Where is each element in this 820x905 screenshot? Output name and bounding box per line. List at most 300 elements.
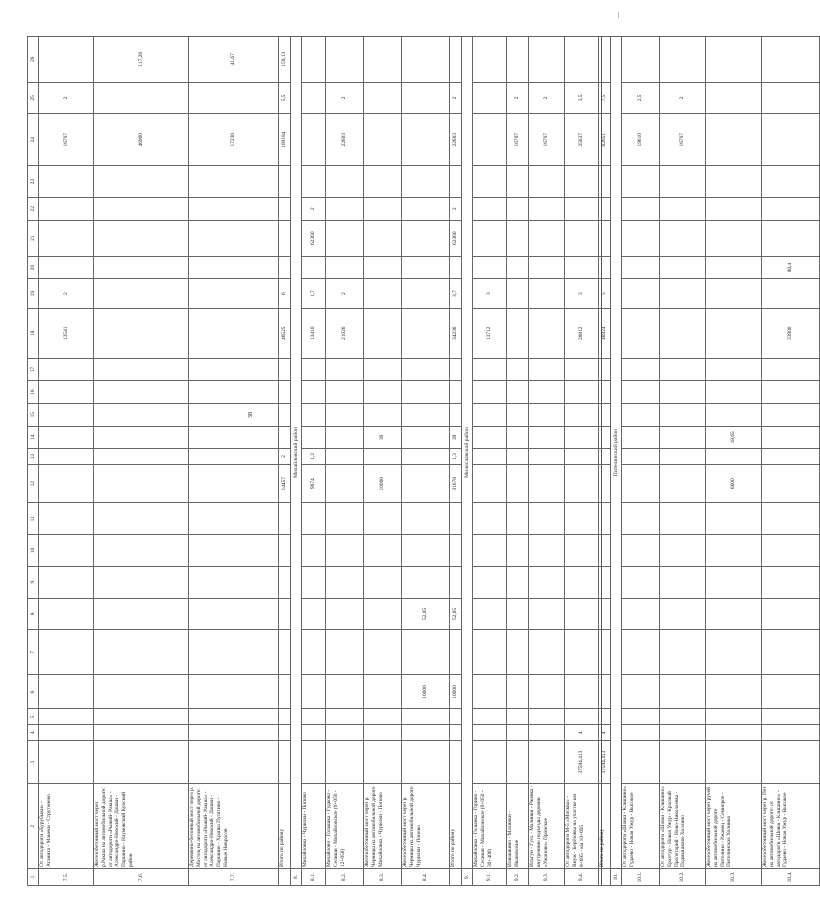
table-cell [402, 308, 450, 358]
table-cell [473, 630, 507, 675]
table-cell [599, 426, 611, 449]
column-number: 12 [28, 464, 39, 502]
table-cell: 2 [450, 197, 462, 220]
table-cell [660, 426, 706, 449]
table-cell [565, 166, 599, 198]
table-cell [364, 381, 402, 404]
table-cell [473, 503, 507, 535]
table-cell [326, 464, 364, 502]
table-cell: 16707 [529, 114, 565, 166]
object-name-cell: Железобетонный мост через ручей на автомобильной дороге Пителино - Ржавец - Семиорое - Пителинская Холнина [706, 784, 762, 869]
table-cell [450, 535, 462, 567]
table-row [706, 37, 762, 886]
table-cell: 10.2. [660, 869, 706, 886]
table-row [565, 37, 599, 886]
table-cell [189, 630, 279, 675]
table-cell [565, 197, 599, 220]
table-cell [622, 381, 660, 404]
section-number: 9. [462, 869, 473, 886]
table-cell [529, 256, 565, 279]
table-cell [622, 535, 660, 567]
table-cell [660, 630, 706, 675]
table-cell [326, 503, 364, 535]
table-cell [622, 449, 660, 465]
table-cell [279, 725, 291, 741]
table-cell [39, 675, 94, 709]
table-cell [706, 82, 762, 114]
table-cell [599, 598, 611, 630]
table-cell [189, 279, 279, 308]
table-cell [706, 566, 762, 598]
table-cell [279, 598, 291, 630]
table-cell [279, 166, 291, 198]
table-cell [364, 741, 402, 784]
table-cell: 2,5 [622, 82, 660, 114]
table-cell: 14457 [279, 464, 291, 502]
table-cell: 3,7 [450, 279, 462, 308]
table-cell [364, 598, 402, 630]
table-row [762, 37, 820, 886]
table-cell [565, 403, 599, 426]
table-cell [473, 566, 507, 598]
table-cell [326, 566, 364, 598]
table-cell [326, 725, 364, 741]
table-cell: 10000 [402, 675, 450, 709]
table-cell: 16707 [660, 114, 706, 166]
table-cell [189, 741, 279, 784]
table-cell [279, 566, 291, 598]
table-cell [402, 114, 450, 166]
table-cell [302, 630, 326, 675]
table-cell [706, 741, 762, 784]
table-cell [473, 403, 507, 426]
column-number: 13 [28, 449, 39, 465]
object-name-cell: Михайлово - Голышка - Гудково - Селиши - Михайловское (0+050 - 12+050) [326, 784, 364, 869]
table-cell [706, 449, 762, 465]
table-cell [326, 381, 364, 404]
table-cell [507, 630, 529, 675]
table-cell [450, 358, 462, 381]
table-cell [706, 308, 762, 358]
table-cell [39, 197, 94, 220]
column-number: 15 [28, 403, 39, 426]
table-cell [660, 381, 706, 404]
table-cell [94, 197, 189, 220]
table-cell [565, 381, 599, 404]
table-cell: 8.3. [364, 869, 402, 886]
table-cell [302, 503, 326, 535]
object-name-cell: От автодороги «Шовш - Клишино» Ерахтур - Новая Ужур - Красный Пролетарий - Ново-Николаевка - Подмышково Холлино [660, 784, 706, 869]
table-cell [364, 725, 402, 741]
table-cell: 37594,413 [599, 741, 611, 784]
table-cell: 4 [565, 725, 599, 741]
table-cell [622, 709, 660, 725]
table-cell [622, 675, 660, 709]
table-cell [94, 503, 189, 535]
table-cell: 13712 [473, 308, 507, 358]
table-cell [622, 725, 660, 741]
table-cell [565, 503, 599, 535]
road-repair-table [27, 36, 820, 886]
table-cell [507, 449, 529, 465]
table-cell: 117,26 [94, 37, 189, 83]
table-cell [507, 503, 529, 535]
table-cell [599, 869, 611, 886]
table-cell [473, 741, 507, 784]
column-number: 14 [28, 426, 39, 449]
table-cell [279, 535, 291, 567]
table-cell: 7.6. [94, 869, 189, 886]
table-cell [402, 566, 450, 598]
table-cell [507, 709, 529, 725]
table-cell: 16707 [39, 114, 94, 166]
table-cell [364, 503, 402, 535]
page-number: 38 [248, 412, 254, 418]
table-cell [599, 220, 611, 256]
table-cell [450, 725, 462, 741]
object-name-cell: Железобетонный мост через р. Черницы на автомобильной дороге Чурилки - Попово [402, 784, 450, 869]
table-cell [302, 725, 326, 741]
column-number: 25 [28, 82, 39, 114]
table-cell [402, 449, 450, 465]
table-cell [279, 381, 291, 404]
column-number: 7 [28, 630, 39, 675]
table-cell: 52,85 [450, 598, 462, 630]
table-cell [39, 566, 94, 598]
table-cell [94, 709, 189, 725]
table-cell [39, 535, 94, 567]
table-cell [189, 256, 279, 279]
table-cell: 39 [450, 426, 462, 449]
table-cell [529, 279, 565, 308]
table-cell [507, 220, 529, 256]
table-cell [599, 566, 611, 598]
column-number: 3 [28, 741, 39, 784]
table-cell: 6 [279, 279, 291, 308]
table-cell [189, 166, 279, 198]
table-row [39, 37, 94, 886]
table-cell [507, 535, 529, 567]
table-cell [39, 358, 94, 381]
table-cell [402, 220, 450, 256]
table-cell [507, 197, 529, 220]
column-number: 1 [28, 869, 39, 886]
table-cell: 10.4. [762, 869, 820, 886]
table-cell [402, 279, 450, 308]
table-cell [529, 630, 565, 675]
total-row [599, 37, 611, 886]
table-cell [326, 449, 364, 465]
table-cell [529, 675, 565, 709]
table-row [364, 37, 402, 886]
table-cell [762, 598, 820, 630]
table-cell: 25637 [565, 114, 599, 166]
object-name-cell: Деревянно-бетонный мост через р. Мостец на автомобильной дороге: от автодороги «Рыжий- Ракша» - Александро-Невский - Дашки - Паршино - Храпка Путятино - Новые Никрасов [189, 784, 279, 869]
table-cell [473, 358, 507, 381]
table-cell [450, 256, 462, 279]
table-cell [762, 381, 820, 404]
table-cell: 34236 [450, 308, 462, 358]
table-cell: 9.2. [507, 869, 529, 886]
table-cell [507, 598, 529, 630]
table-cell [450, 709, 462, 725]
table-cell: 9.1. [473, 869, 507, 886]
table-cell [599, 358, 611, 381]
table-cell [326, 630, 364, 675]
table-cell [622, 426, 660, 449]
table-cell [402, 535, 450, 567]
table-cell: 80,4 [762, 256, 820, 279]
table-cell [706, 503, 762, 535]
table-cell [565, 535, 599, 567]
table-cell: 28812 [565, 308, 599, 358]
column-number: 2 [28, 784, 39, 869]
table-cell [622, 37, 660, 83]
table-cell [279, 709, 291, 725]
table-cell [94, 725, 189, 741]
table-cell [660, 166, 706, 198]
table-row [302, 37, 326, 886]
table-cell [473, 37, 507, 83]
table-cell [622, 464, 660, 502]
table-cell [706, 166, 762, 198]
table-cell [660, 37, 706, 83]
table-cell [507, 566, 529, 598]
table-cell [39, 403, 94, 426]
table-cell [279, 675, 291, 709]
object-name-cell: Ильгун - Гусь - Малинки - Ржевка - внутренние подъезды деревни «Ужаново» Пронское [529, 784, 565, 869]
table-cell [326, 709, 364, 725]
table-cell [364, 675, 402, 709]
table-cell [402, 381, 450, 404]
table-cell [599, 535, 611, 567]
table-cell [402, 503, 450, 535]
table-cell: 7,5 [599, 82, 611, 114]
table-cell [529, 166, 565, 198]
table-cell [402, 166, 450, 198]
table-row [94, 37, 189, 886]
table-cell: 13410 [302, 308, 326, 358]
rotated-table-container [27, 36, 794, 886]
table-cell: 1,7 [302, 279, 326, 308]
table-cell [326, 598, 364, 630]
table-cell [762, 535, 820, 567]
table-cell [94, 464, 189, 502]
table-cell: 1,3 [302, 449, 326, 465]
table-cell [402, 741, 450, 784]
table-cell [94, 449, 189, 465]
table-cell [622, 598, 660, 630]
section-title: Михайловский район [291, 37, 302, 869]
table-cell [660, 709, 706, 725]
table-cell [39, 426, 94, 449]
table-cell [279, 741, 291, 784]
table-cell [279, 197, 291, 220]
table-cell [599, 197, 611, 220]
table-cell [402, 37, 450, 83]
table-cell [94, 741, 189, 784]
table-cell [529, 403, 565, 426]
table-cell [529, 358, 565, 381]
section-title: Пителинский район [611, 37, 622, 869]
table-cell [189, 381, 279, 404]
table-cell [94, 566, 189, 598]
section-header-row [291, 37, 302, 886]
table-cell: 52,85 [402, 598, 450, 630]
table-cell: 2 [529, 82, 565, 114]
table-cell [364, 358, 402, 381]
table-cell [450, 630, 462, 675]
table-cell [94, 675, 189, 709]
column-number: 17 [28, 358, 39, 381]
table-cell [762, 197, 820, 220]
section-header-row [611, 37, 622, 886]
table-cell [94, 279, 189, 308]
table-cell [402, 630, 450, 675]
table-cell [599, 630, 611, 675]
table-cell: 8.1. [302, 869, 326, 886]
table-cell: 10000 [364, 464, 402, 502]
table-cell [189, 725, 279, 741]
table-cell [450, 741, 462, 784]
table-cell [279, 869, 291, 886]
column-number: 5 [28, 709, 39, 725]
table-cell: 10.3. [706, 869, 762, 886]
table-cell [189, 197, 279, 220]
table-cell [660, 725, 706, 741]
table-cell [529, 725, 565, 741]
table-cell [402, 464, 450, 502]
table-cell [364, 308, 402, 358]
table-cell [302, 166, 326, 198]
table-cell [565, 464, 599, 502]
table-cell [762, 82, 820, 114]
table-cell [326, 220, 364, 256]
table-cell [706, 675, 762, 709]
table-cell [473, 82, 507, 114]
table-cell [189, 535, 279, 567]
table-cell: 159,13 [279, 37, 291, 83]
table-cell [762, 114, 820, 166]
table-cell [39, 464, 94, 502]
table-cell [507, 403, 529, 426]
table-cell [279, 358, 291, 381]
table-cell [39, 630, 94, 675]
table-cell [94, 256, 189, 279]
table-cell [302, 675, 326, 709]
table-cell [706, 37, 762, 83]
table-cell: 17230 [189, 114, 279, 166]
table-cell [622, 279, 660, 308]
table-cell: 8.2. [326, 869, 364, 886]
table-cell [326, 741, 364, 784]
table-cell: 39 [364, 426, 402, 449]
table-cell [473, 114, 507, 166]
table-cell [762, 220, 820, 256]
table-cell [364, 279, 402, 308]
table-cell: 9674 [302, 464, 326, 502]
table-cell [622, 630, 660, 675]
table-cell [402, 256, 450, 279]
table-cell [529, 598, 565, 630]
table-cell [302, 37, 326, 83]
table-cell [189, 358, 279, 381]
table-cell [302, 114, 326, 166]
object-name-cell: Итого по району [599, 784, 611, 869]
table-cell [529, 220, 565, 256]
table-cell [94, 535, 189, 567]
table-cell [762, 566, 820, 598]
table-cell [507, 256, 529, 279]
table-cell: 10000 [450, 675, 462, 709]
table-cell [302, 381, 326, 404]
table-cell [473, 725, 507, 741]
object-name-cell: От автодороги «Шовш - Клишино» Гудаево - Новая Ужур - Высокое [622, 784, 660, 869]
table-cell [189, 403, 279, 426]
table-row [660, 37, 706, 886]
table-cell [189, 675, 279, 709]
table-cell [599, 449, 611, 465]
table-cell [302, 403, 326, 426]
table-cell [529, 709, 565, 725]
table-cell [94, 403, 189, 426]
table-cell: 62360 [302, 220, 326, 256]
table-cell [473, 381, 507, 404]
table-cell [706, 630, 762, 675]
column-number: 23 [28, 166, 39, 198]
table-cell: 3,5 [565, 82, 599, 114]
table-cell [507, 464, 529, 502]
column-number-row [28, 37, 39, 886]
table-cell [39, 598, 94, 630]
column-number: 18 [28, 308, 39, 358]
table-cell: 2 [326, 82, 364, 114]
table-cell [762, 166, 820, 198]
table-cell [94, 308, 189, 358]
table-cell [706, 220, 762, 256]
table-cell [39, 381, 94, 404]
table-cell [402, 403, 450, 426]
column-number: 10 [28, 535, 39, 567]
table-cell [473, 256, 507, 279]
table-cell [599, 709, 611, 725]
column-number: 22 [28, 197, 39, 220]
table-cell: 46525 [279, 308, 291, 358]
table-cell [565, 358, 599, 381]
table-cell [565, 426, 599, 449]
table-cell [529, 464, 565, 502]
table-cell [189, 308, 279, 358]
table-cell [762, 279, 820, 308]
table-cell [39, 449, 94, 465]
total-row [279, 37, 291, 886]
table-cell [450, 166, 462, 198]
column-number: 20 [28, 256, 39, 279]
object-name-cell: Железобетонный мост через р. Черницы на автомобильной дороге Михайловка - Чурилки - Попово [364, 784, 402, 869]
object-name-cell: Железобетонный мост через р.Ракша на автомобильной дороге: от автодороги «Рыжий- Ракша» - Александро-Невский - Дашки - Паршино - Наумовский Купский район [94, 784, 189, 869]
table-cell [599, 381, 611, 404]
table-cell [660, 220, 706, 256]
table-cell: 10.1. [622, 869, 660, 886]
table-cell [402, 358, 450, 381]
table-cell [762, 709, 820, 725]
table-cell [660, 308, 706, 358]
table-cell [189, 598, 279, 630]
table-cell [189, 426, 279, 449]
table-cell [402, 709, 450, 725]
table-cell [94, 82, 189, 114]
table-cell [189, 503, 279, 535]
